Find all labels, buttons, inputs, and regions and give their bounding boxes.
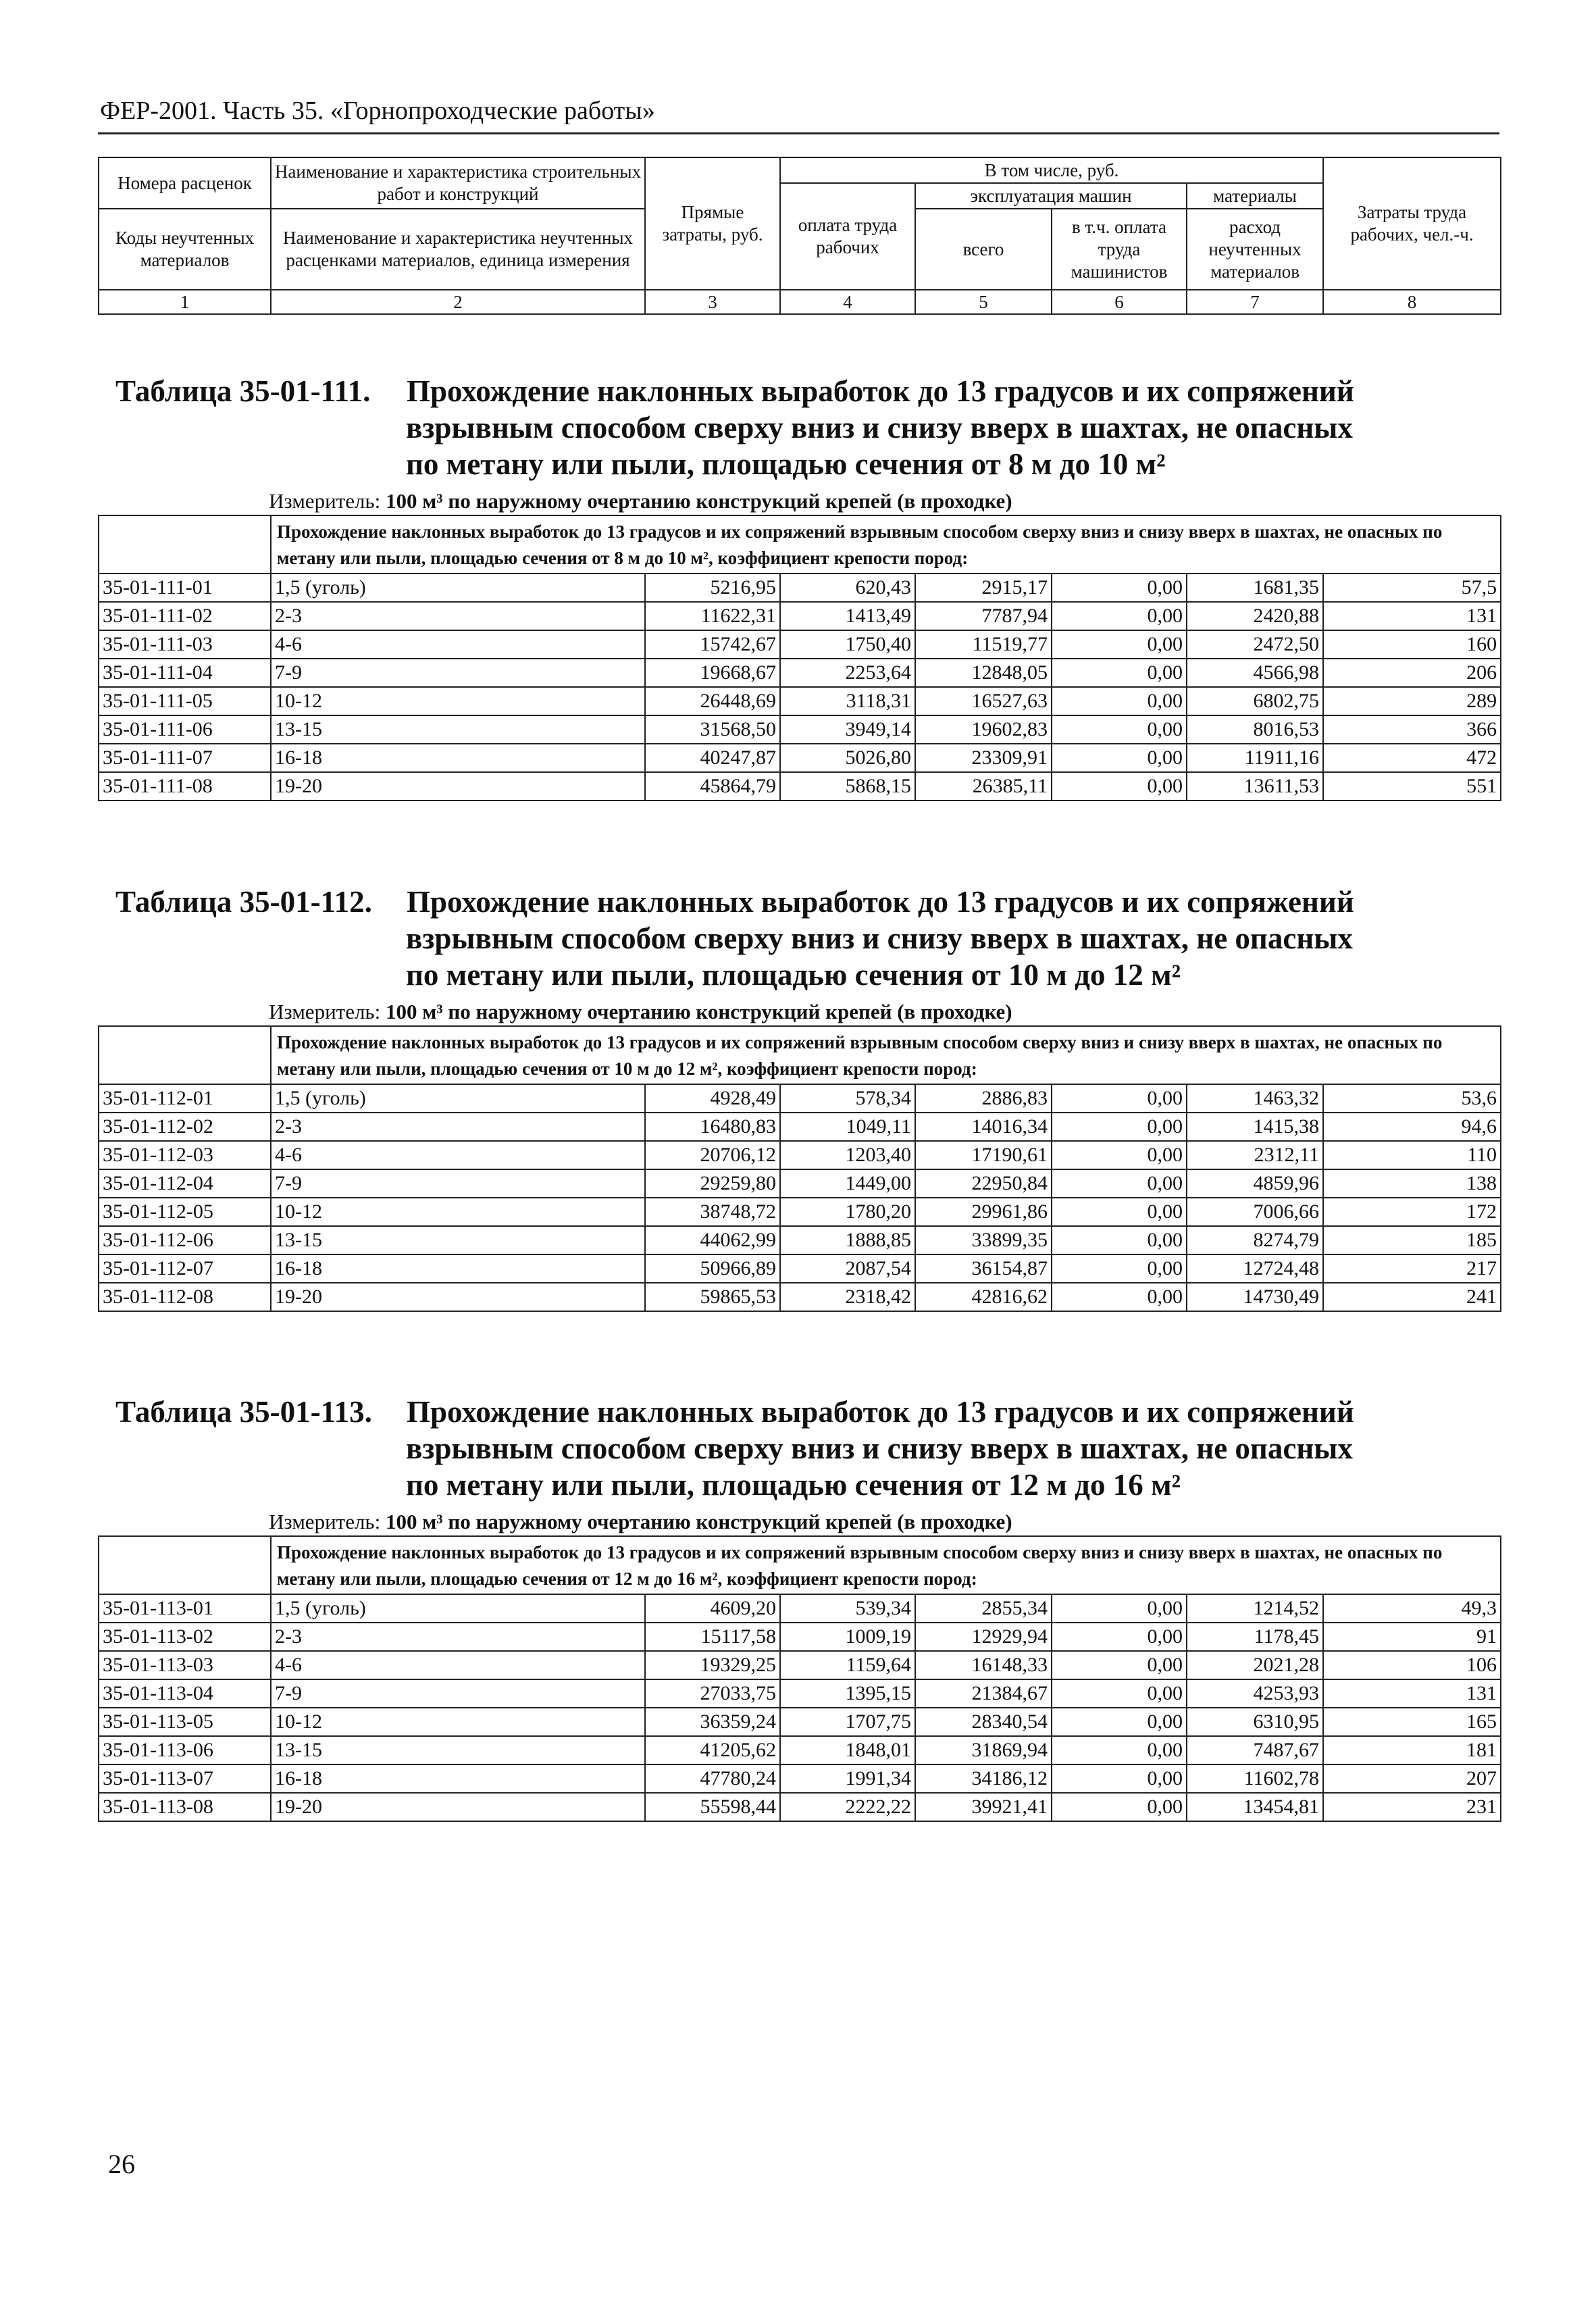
table-section-35-01-111 bbox=[98, 373, 1500, 801]
header-work-name: Наименование и характеристика строительных работ и конструкций bbox=[271, 157, 645, 209]
rock-hardness: 4-6 bbox=[271, 630, 645, 659]
rate-code: 35-01-112-08 bbox=[99, 1283, 271, 1311]
direct-costs-value: 50966,89 bbox=[645, 1254, 780, 1283]
materials-value: 1415,38 bbox=[1187, 1113, 1323, 1141]
operator-pay-value: 0,00 bbox=[1052, 1764, 1187, 1793]
table-row bbox=[99, 1169, 1501, 1198]
worker-pay-value: 1413,49 bbox=[780, 602, 915, 630]
direct-costs-value: 38748,72 bbox=[645, 1198, 780, 1226]
table-row bbox=[99, 574, 1501, 602]
table-title-line: Прохождение наклонных выработок до 13 градусов и их сопряжений bbox=[407, 885, 1354, 919]
labor-hours-value: 94,6 bbox=[1323, 1113, 1501, 1141]
rock-hardness: 1,5 (уголь) bbox=[271, 1084, 645, 1113]
materials-value: 13454,81 bbox=[1187, 1793, 1323, 1821]
rate-code: 35-01-111-04 bbox=[99, 659, 271, 687]
table-row bbox=[99, 1708, 1501, 1736]
rate-code: 35-01-113-03 bbox=[99, 1651, 271, 1679]
column-header-table bbox=[98, 157, 1501, 315]
labor-hours-value: 366 bbox=[1323, 715, 1501, 744]
worker-pay-value: 1203,40 bbox=[780, 1141, 915, 1169]
labor-hours-value: 472 bbox=[1323, 744, 1501, 772]
rock-hardness: 10-12 bbox=[271, 1708, 645, 1736]
table-row bbox=[99, 1254, 1501, 1283]
machine-total-value: 33899,35 bbox=[915, 1226, 1052, 1254]
column-number: 6 bbox=[1052, 290, 1187, 314]
worker-pay-value: 1009,19 bbox=[780, 1623, 915, 1651]
table-label: Таблица 35-01-112. bbox=[115, 885, 372, 919]
operator-pay-value: 0,00 bbox=[1052, 1623, 1187, 1651]
column-number: 8 bbox=[1323, 290, 1501, 314]
materials-value: 13611,53 bbox=[1187, 772, 1323, 800]
machine-total-value: 14016,34 bbox=[915, 1113, 1052, 1141]
blank-cell bbox=[99, 1026, 271, 1084]
worker-pay-value: 1449,00 bbox=[780, 1169, 915, 1198]
machine-total-value: 28340,54 bbox=[915, 1708, 1052, 1736]
operator-pay-value: 0,00 bbox=[1052, 1226, 1187, 1254]
operator-pay-value: 0,00 bbox=[1052, 1113, 1187, 1141]
rock-hardness: 1,5 (уголь) bbox=[271, 1594, 645, 1623]
operator-pay-value: 0,00 bbox=[1052, 772, 1187, 800]
blank-cell bbox=[99, 1536, 271, 1594]
table-section-35-01-113 bbox=[98, 1394, 1500, 1822]
materials-value: 8274,79 bbox=[1187, 1226, 1323, 1254]
header-material-usage: расход неучтенных материалов bbox=[1187, 209, 1323, 290]
rock-hardness: 16-18 bbox=[271, 1764, 645, 1793]
labor-hours-value: 131 bbox=[1323, 1679, 1501, 1708]
rate-code: 35-01-113-02 bbox=[99, 1623, 271, 1651]
direct-costs-value: 11622,31 bbox=[645, 602, 780, 630]
direct-costs-value: 15742,67 bbox=[645, 630, 780, 659]
worker-pay-value: 1848,01 bbox=[780, 1736, 915, 1764]
operator-pay-value: 0,00 bbox=[1052, 602, 1187, 630]
worker-pay-value: 3949,14 bbox=[780, 715, 915, 744]
rate-code: 35-01-113-07 bbox=[99, 1764, 271, 1793]
materials-value: 6310,95 bbox=[1187, 1708, 1323, 1736]
rate-code: 35-01-113-05 bbox=[99, 1708, 271, 1736]
direct-costs-value: 16480,83 bbox=[645, 1113, 780, 1141]
direct-costs-value: 47780,24 bbox=[645, 1764, 780, 1793]
rock-hardness: 13-15 bbox=[271, 1736, 645, 1764]
measurement-label: Измеритель: bbox=[269, 489, 386, 513]
header-machine-operation: эксплуатация машин bbox=[915, 183, 1187, 209]
measurement-label: Измеритель: bbox=[269, 1510, 386, 1533]
table-row bbox=[99, 772, 1501, 800]
table-row bbox=[99, 1141, 1501, 1169]
machine-total-value: 34186,12 bbox=[915, 1764, 1052, 1793]
rate-code: 35-01-111-01 bbox=[99, 574, 271, 602]
header-rate-numbers: Номера расценок bbox=[99, 157, 271, 209]
table-title bbox=[98, 1394, 1500, 1508]
labor-hours-value: 206 bbox=[1323, 659, 1501, 687]
machine-total-value: 7787,94 bbox=[915, 602, 1052, 630]
table-row bbox=[99, 1198, 1501, 1226]
rate-code: 35-01-111-08 bbox=[99, 772, 271, 800]
labor-hours-value: 185 bbox=[1323, 1226, 1501, 1254]
operator-pay-value: 0,00 bbox=[1052, 1254, 1187, 1283]
machine-total-value: 16148,33 bbox=[915, 1651, 1052, 1679]
running-header: ФЕР-2001. Часть 35. «Горнопроходческие работы» bbox=[100, 97, 655, 125]
labor-hours-value: 106 bbox=[1323, 1651, 1501, 1679]
rock-hardness: 16-18 bbox=[271, 744, 645, 772]
direct-costs-value: 5216,95 bbox=[645, 574, 780, 602]
rate-table bbox=[98, 515, 1501, 801]
rock-hardness: 7-9 bbox=[271, 659, 645, 687]
table-row bbox=[99, 1764, 1501, 1793]
rate-code: 35-01-113-01 bbox=[99, 1594, 271, 1623]
table-row bbox=[99, 1679, 1501, 1708]
materials-value: 12724,48 bbox=[1187, 1254, 1323, 1283]
machine-total-value: 21384,67 bbox=[915, 1679, 1052, 1708]
header-operator-pay: в т.ч. оплата труда машинистов bbox=[1052, 209, 1187, 290]
materials-value: 1178,45 bbox=[1187, 1623, 1323, 1651]
direct-costs-value: 59865,53 bbox=[645, 1283, 780, 1311]
direct-costs-value: 19329,25 bbox=[645, 1651, 780, 1679]
rate-table bbox=[98, 1535, 1501, 1822]
worker-pay-value: 620,43 bbox=[780, 574, 915, 602]
column-number: 4 bbox=[780, 290, 915, 314]
direct-costs-value: 20706,12 bbox=[645, 1141, 780, 1169]
machine-total-value: 19602,83 bbox=[915, 715, 1052, 744]
materials-value: 1681,35 bbox=[1187, 574, 1323, 602]
labor-hours-value: 207 bbox=[1323, 1764, 1501, 1793]
machine-total-value: 16527,63 bbox=[915, 687, 1052, 715]
measurement-label: Измеритель: bbox=[269, 1000, 386, 1023]
materials-value: 7006,66 bbox=[1187, 1198, 1323, 1226]
operator-pay-value: 0,00 bbox=[1052, 1084, 1187, 1113]
worker-pay-value: 1750,40 bbox=[780, 630, 915, 659]
header-material-names: Наименование и характеристика неучтенных расценками материалов, единица измерения bbox=[271, 209, 645, 290]
rate-code: 35-01-113-08 bbox=[99, 1793, 271, 1821]
machine-total-value: 29961,86 bbox=[915, 1198, 1052, 1226]
machine-total-value: 22950,84 bbox=[915, 1169, 1052, 1198]
table-row bbox=[99, 659, 1501, 687]
rate-code: 35-01-111-07 bbox=[99, 744, 271, 772]
operator-pay-value: 0,00 bbox=[1052, 744, 1187, 772]
table-row bbox=[99, 1736, 1501, 1764]
operator-pay-value: 0,00 bbox=[1052, 1141, 1187, 1169]
operator-pay-value: 0,00 bbox=[1052, 1198, 1187, 1226]
direct-costs-value: 31568,50 bbox=[645, 715, 780, 744]
table-row bbox=[99, 1623, 1501, 1651]
rate-code: 35-01-112-07 bbox=[99, 1254, 271, 1283]
rock-hardness: 2-3 bbox=[271, 1623, 645, 1651]
rock-hardness: 10-12 bbox=[271, 687, 645, 715]
materials-value: 1214,52 bbox=[1187, 1594, 1323, 1623]
column-number: 2 bbox=[271, 290, 645, 314]
table-title-line: по метану или пыли, площадью сечения от 12 м до 16 м² bbox=[406, 1468, 1181, 1502]
operator-pay-value: 0,00 bbox=[1052, 687, 1187, 715]
labor-hours-value: 289 bbox=[1323, 687, 1501, 715]
rate-code: 35-01-113-04 bbox=[99, 1679, 271, 1708]
rate-code: 35-01-111-03 bbox=[99, 630, 271, 659]
materials-value: 4566,98 bbox=[1187, 659, 1323, 687]
rock-hardness: 13-15 bbox=[271, 715, 645, 744]
rock-hardness: 2-3 bbox=[271, 602, 645, 630]
machine-total-value: 11519,77 bbox=[915, 630, 1052, 659]
worker-pay-value: 1159,64 bbox=[780, 1651, 915, 1679]
direct-costs-value: 41205,62 bbox=[645, 1736, 780, 1764]
table-title bbox=[98, 884, 1500, 998]
rate-code: 35-01-111-05 bbox=[99, 687, 271, 715]
table-row bbox=[99, 687, 1501, 715]
labor-hours-value: 160 bbox=[1323, 630, 1501, 659]
operator-pay-value: 0,00 bbox=[1052, 574, 1187, 602]
header-worker-pay: оплата труда рабочих bbox=[780, 183, 915, 290]
labor-hours-value: 231 bbox=[1323, 1793, 1501, 1821]
table-row bbox=[99, 602, 1501, 630]
table-row bbox=[99, 715, 1501, 744]
direct-costs-value: 4928,49 bbox=[645, 1084, 780, 1113]
rock-hardness: 7-9 bbox=[271, 1679, 645, 1708]
direct-costs-value: 29259,80 bbox=[645, 1169, 780, 1198]
operator-pay-value: 0,00 bbox=[1052, 1708, 1187, 1736]
worker-pay-value: 2087,54 bbox=[780, 1254, 915, 1283]
materials-value: 8016,53 bbox=[1187, 715, 1323, 744]
column-number: 5 bbox=[915, 290, 1052, 314]
labor-hours-value: 49,3 bbox=[1323, 1594, 1501, 1623]
rate-code: 35-01-112-05 bbox=[99, 1198, 271, 1226]
table-row bbox=[99, 630, 1501, 659]
direct-costs-value: 44062,99 bbox=[645, 1226, 780, 1254]
rock-hardness: 4-6 bbox=[271, 1651, 645, 1679]
machine-total-value: 2915,17 bbox=[915, 574, 1052, 602]
machine-total-value: 26385,11 bbox=[915, 772, 1052, 800]
worker-pay-value: 3118,31 bbox=[780, 687, 915, 715]
labor-hours-value: 551 bbox=[1323, 772, 1501, 800]
materials-value: 11602,78 bbox=[1187, 1764, 1323, 1793]
table-title bbox=[98, 373, 1500, 488]
machine-total-value: 31869,94 bbox=[915, 1736, 1052, 1764]
table-title-line: Прохождение наклонных выработок до 13 градусов и их сопряжений bbox=[407, 374, 1354, 408]
materials-value: 2420,88 bbox=[1187, 602, 1323, 630]
labor-hours-value: 53,6 bbox=[1323, 1084, 1501, 1113]
table-label: Таблица 35-01-113. bbox=[115, 1395, 372, 1429]
direct-costs-value: 19668,67 bbox=[645, 659, 780, 687]
operator-pay-value: 0,00 bbox=[1052, 1651, 1187, 1679]
labor-hours-value: 181 bbox=[1323, 1736, 1501, 1764]
table-row bbox=[99, 1594, 1501, 1623]
rock-hardness: 7-9 bbox=[271, 1169, 645, 1198]
machine-total-value: 42816,62 bbox=[915, 1283, 1052, 1311]
labor-hours-value: 172 bbox=[1323, 1198, 1501, 1226]
rock-hardness: 2-3 bbox=[271, 1113, 645, 1141]
table-row bbox=[99, 1651, 1501, 1679]
machine-total-value: 12848,05 bbox=[915, 659, 1052, 687]
table-row bbox=[99, 1793, 1501, 1821]
rate-code: 35-01-113-06 bbox=[99, 1736, 271, 1764]
rate-code: 35-01-112-02 bbox=[99, 1113, 271, 1141]
measurement-value: 100 м³ по наружному очертанию конструкций крепей (в проходке) bbox=[385, 489, 1012, 513]
labor-hours-value: 110 bbox=[1323, 1141, 1501, 1169]
table-title-line: взрывным способом сверху вниз и снизу вверх в шахтах, не опасных bbox=[406, 1431, 1353, 1465]
operator-pay-value: 0,00 bbox=[1052, 1283, 1187, 1311]
materials-value: 1463,32 bbox=[1187, 1084, 1323, 1113]
rock-hardness: 19-20 bbox=[271, 1793, 645, 1821]
table-title-line: взрывным способом сверху вниз и снизу вверх в шахтах, не опасных bbox=[406, 921, 1353, 955]
direct-costs-value: 40247,87 bbox=[645, 744, 780, 772]
materials-value: 2021,28 bbox=[1187, 1651, 1323, 1679]
rate-code: 35-01-112-04 bbox=[99, 1169, 271, 1198]
direct-costs-value: 55598,44 bbox=[645, 1793, 780, 1821]
materials-value: 2472,50 bbox=[1187, 630, 1323, 659]
operator-pay-value: 0,00 bbox=[1052, 1679, 1187, 1708]
rate-code: 35-01-111-06 bbox=[99, 715, 271, 744]
worker-pay-value: 1991,34 bbox=[780, 1764, 915, 1793]
blank-cell bbox=[99, 515, 271, 574]
labor-hours-value: 138 bbox=[1323, 1169, 1501, 1198]
worker-pay-value: 2318,42 bbox=[780, 1283, 915, 1311]
machine-total-value: 23309,91 bbox=[915, 744, 1052, 772]
direct-costs-value: 27033,75 bbox=[645, 1679, 780, 1708]
table-label: Таблица 35-01-111. bbox=[115, 374, 371, 408]
worker-pay-value: 1888,85 bbox=[780, 1226, 915, 1254]
machine-total-value: 2886,83 bbox=[915, 1084, 1052, 1113]
rock-hardness: 16-18 bbox=[271, 1254, 645, 1283]
rate-code: 35-01-111-02 bbox=[99, 602, 271, 630]
rock-hardness: 13-15 bbox=[271, 1226, 645, 1254]
table-row bbox=[99, 744, 1501, 772]
worker-pay-value: 2253,64 bbox=[780, 659, 915, 687]
direct-costs-value: 4609,20 bbox=[645, 1594, 780, 1623]
table-row bbox=[99, 1283, 1501, 1311]
table-row bbox=[99, 1226, 1501, 1254]
table-title-line: по метану или пыли, площадью сечения от 10 м до 12 м² bbox=[406, 958, 1181, 992]
header-machine-total: всего bbox=[915, 209, 1052, 290]
worker-pay-value: 1780,20 bbox=[780, 1198, 915, 1226]
header-labor-hours: Затраты труда рабочих, чел.-ч. bbox=[1323, 157, 1501, 290]
labor-hours-value: 91 bbox=[1323, 1623, 1501, 1651]
materials-value: 6802,75 bbox=[1187, 687, 1323, 715]
work-description: Прохождение наклонных выработок до 13 градусов и их сопряжений взрывным способом сверху вниз и снизу вверх в шахтах, не опасных по метану или пыли, площадью сечения от 12 м до 16 м², коэффициент крепости пород: bbox=[271, 1536, 1501, 1594]
work-description: Прохождение наклонных выработок до 13 градусов и их сопряжений взрывным способом сверху вниз и снизу вверх в шахтах, не опасных по метану или пыли, площадью сечения от 8 м до 10 м², коэффициент крепости пород: bbox=[271, 515, 1501, 574]
labor-hours-value: 217 bbox=[1323, 1254, 1501, 1283]
worker-pay-value: 5026,80 bbox=[780, 744, 915, 772]
operator-pay-value: 0,00 bbox=[1052, 1736, 1187, 1764]
worker-pay-value: 5868,15 bbox=[780, 772, 915, 800]
operator-pay-value: 0,00 bbox=[1052, 715, 1187, 744]
worker-pay-value: 2222,22 bbox=[780, 1793, 915, 1821]
labor-hours-value: 241 bbox=[1323, 1283, 1501, 1311]
rate-table bbox=[98, 1025, 1501, 1312]
machine-total-value: 2855,34 bbox=[915, 1594, 1052, 1623]
materials-value: 4253,93 bbox=[1187, 1679, 1323, 1708]
direct-costs-value: 15117,58 bbox=[645, 1623, 780, 1651]
operator-pay-value: 0,00 bbox=[1052, 630, 1187, 659]
operator-pay-value: 0,00 bbox=[1052, 659, 1187, 687]
measurement-unit bbox=[269, 488, 1500, 515]
machine-total-value: 39921,41 bbox=[915, 1793, 1052, 1821]
header-direct-costs: Прямые затраты, руб. bbox=[645, 157, 780, 290]
labor-hours-value: 131 bbox=[1323, 602, 1501, 630]
direct-costs-value: 36359,24 bbox=[645, 1708, 780, 1736]
direct-costs-value: 26448,69 bbox=[645, 687, 780, 715]
worker-pay-value: 1707,75 bbox=[780, 1708, 915, 1736]
measurement-unit bbox=[269, 998, 1500, 1025]
worker-pay-value: 539,34 bbox=[780, 1594, 915, 1623]
rock-hardness: 19-20 bbox=[271, 1283, 645, 1311]
page-number: 26 bbox=[108, 2149, 135, 2179]
labor-hours-value: 57,5 bbox=[1323, 574, 1501, 602]
table-title-line: Прохождение наклонных выработок до 13 градусов и их сопряжений bbox=[407, 1395, 1354, 1429]
labor-hours-value: 165 bbox=[1323, 1708, 1501, 1736]
rate-code: 35-01-112-03 bbox=[99, 1141, 271, 1169]
header-materials: материалы bbox=[1187, 183, 1323, 209]
worker-pay-value: 1395,15 bbox=[780, 1679, 915, 1708]
direct-costs-value: 45864,79 bbox=[645, 772, 780, 800]
column-number: 7 bbox=[1187, 290, 1323, 314]
rate-code: 35-01-112-01 bbox=[99, 1084, 271, 1113]
work-description: Прохождение наклонных выработок до 13 градусов и их сопряжений взрывным способом сверху вниз и снизу вверх в шахтах, не опасных по метану или пыли, площадью сечения от 10 м до 12 м², коэффициент крепости пород: bbox=[271, 1026, 1501, 1084]
measurement-unit bbox=[269, 1508, 1500, 1535]
column-number: 1 bbox=[99, 290, 271, 314]
materials-value: 2312,11 bbox=[1187, 1141, 1323, 1169]
operator-pay-value: 0,00 bbox=[1052, 1594, 1187, 1623]
rate-code: 35-01-112-06 bbox=[99, 1226, 271, 1254]
worker-pay-value: 578,34 bbox=[780, 1084, 915, 1113]
materials-value: 7487,67 bbox=[1187, 1736, 1323, 1764]
rock-hardness: 4-6 bbox=[271, 1141, 645, 1169]
operator-pay-value: 0,00 bbox=[1052, 1793, 1187, 1821]
rock-hardness: 10-12 bbox=[271, 1198, 645, 1226]
table-row bbox=[99, 1084, 1501, 1113]
header-rule bbox=[98, 132, 1499, 134]
machine-total-value: 17190,61 bbox=[915, 1141, 1052, 1169]
machine-total-value: 12929,94 bbox=[915, 1623, 1052, 1651]
table-title-line: взрывным способом сверху вниз и снизу вверх в шахтах, не опасных bbox=[406, 411, 1353, 444]
table-title-line: по метану или пыли, площадью сечения от 8 м до 10 м² bbox=[406, 447, 1166, 481]
materials-value: 14730,49 bbox=[1187, 1283, 1323, 1311]
materials-value: 11911,16 bbox=[1187, 744, 1323, 772]
machine-total-value: 36154,87 bbox=[915, 1254, 1052, 1283]
header-material-codes: Коды неучтенных материалов bbox=[99, 209, 271, 290]
operator-pay-value: 0,00 bbox=[1052, 1169, 1187, 1198]
table-section-35-01-112 bbox=[98, 884, 1500, 1312]
rock-hardness: 1,5 (уголь) bbox=[271, 574, 645, 602]
worker-pay-value: 1049,11 bbox=[780, 1113, 915, 1141]
materials-value: 4859,96 bbox=[1187, 1169, 1323, 1198]
measurement-value: 100 м³ по наружному очертанию конструкций крепей (в проходке) bbox=[385, 1000, 1012, 1023]
column-number: 3 bbox=[645, 290, 780, 314]
measurement-value: 100 м³ по наружному очертанию конструкций крепей (в проходке) bbox=[385, 1510, 1012, 1533]
rock-hardness: 19-20 bbox=[271, 772, 645, 800]
table-row bbox=[99, 1113, 1501, 1141]
header-including: В том числе, руб. bbox=[780, 157, 1323, 183]
